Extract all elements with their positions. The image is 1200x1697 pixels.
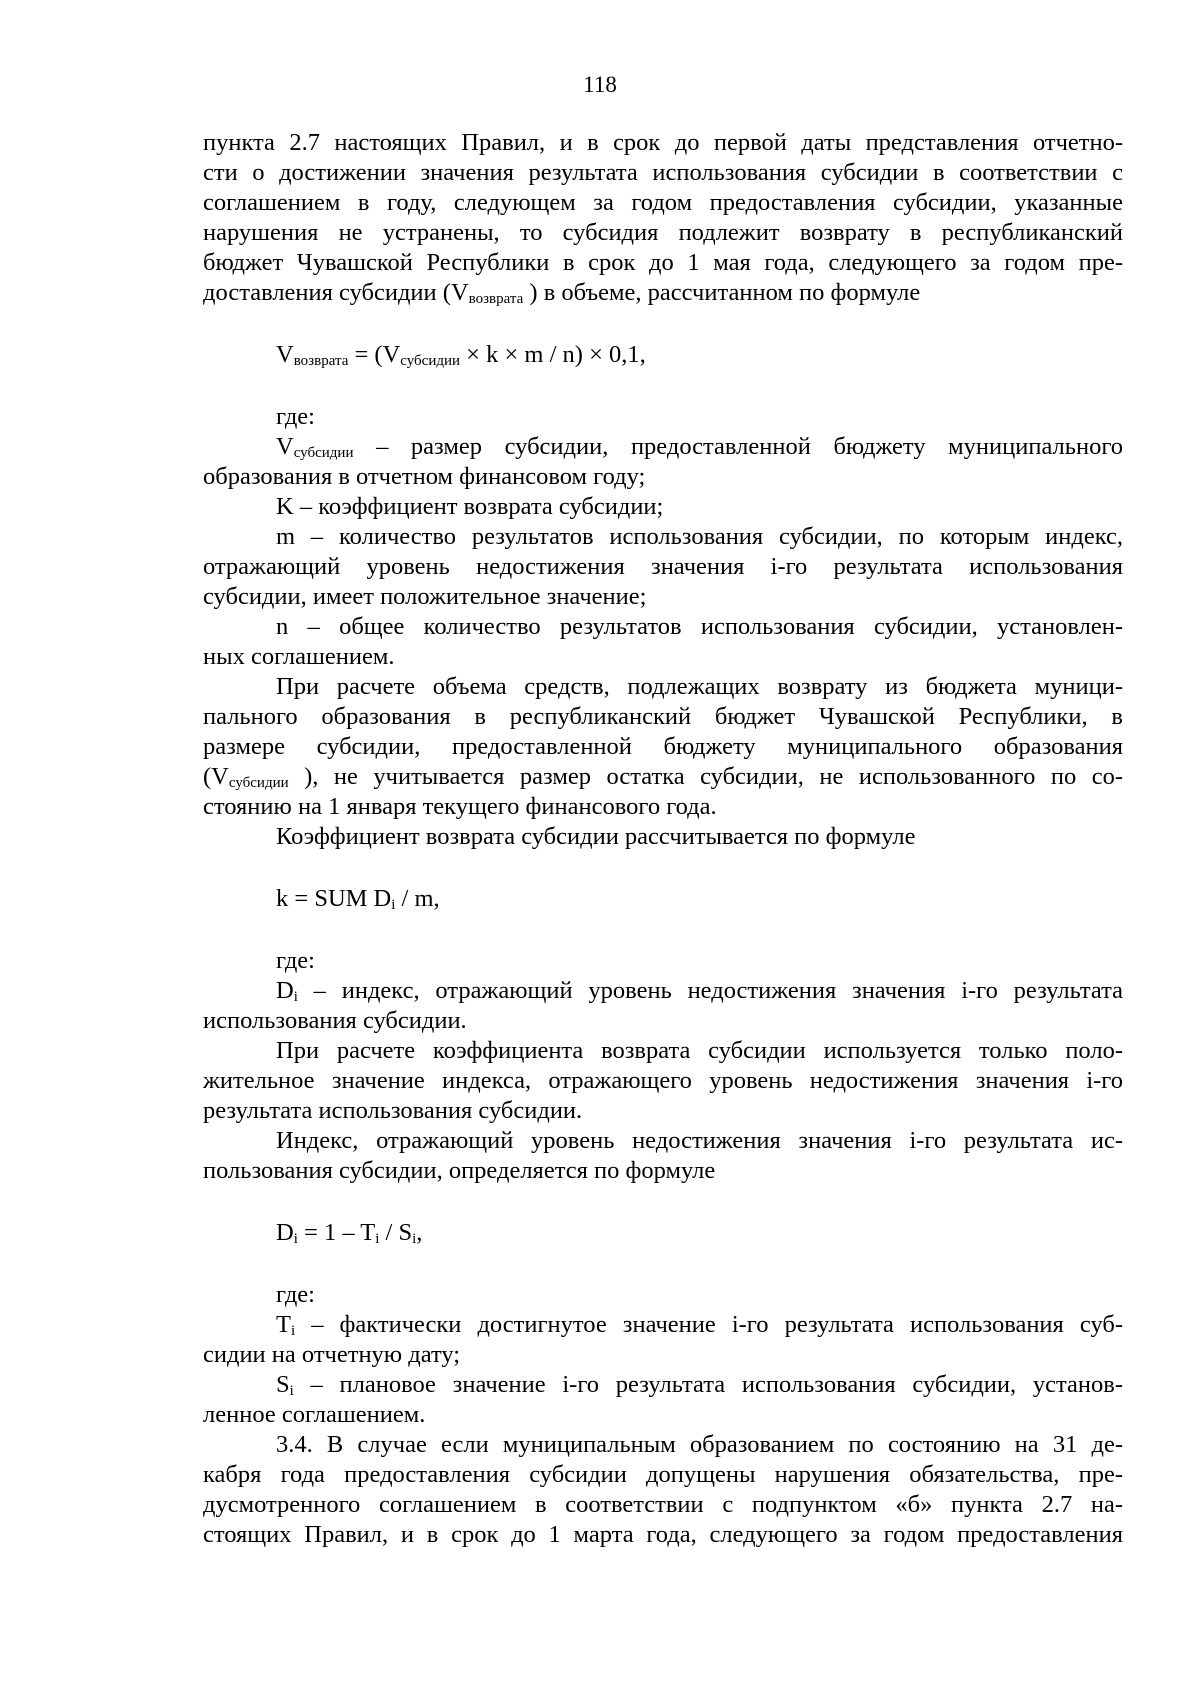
formula-part: / m, [395,885,440,912]
subscript: субсидии [228,775,289,791]
definition-di [203,976,1123,1006]
text-line: образования в отчетном финансовом году; [203,463,646,490]
definition-ti [203,1310,1123,1340]
text-fragment: – индекс, отражающий уровень недостижения значения i-го результата [297,977,1123,1004]
text-fragment: – размер субсидии, предоставленной бюджету муниципального [376,433,1124,460]
paragraph-3-4: 3.4. В случае если муниципальным образованием по состоянию на 31 де- [276,1431,1123,1458]
subscript: субсидии [293,445,354,461]
subscript: субсидии [400,353,461,369]
text-fragment: доставления субсидии (V [203,279,469,306]
text-line: кабря года предоставления субсидии допущены нарушения обязательства, пре- [203,1461,1123,1488]
text-line: соглашением в году, следующем за годом предоставления субсидии, указанные [203,189,1123,216]
text-line: ленное соглашением. [203,1401,426,1428]
paragraph-calc: При расчете объема средств, подлежащих возврату из бюджета муници- [276,673,1123,700]
formula-v-return [203,340,1123,370]
symbol: D [276,977,294,1004]
definition-si [203,1370,1123,1400]
definition-v-subsidy [203,432,1123,462]
formula-k [203,884,1123,914]
subscript: i [290,1323,296,1339]
page-number: 118 [583,72,617,97]
subscript: i [391,897,396,913]
text-line: стоящих Правил, и в срок до 1 марта года, следующего за годом предоставления [203,1521,1123,1548]
text-fragment: – плановое значение i-го результата использования субсидии, установ- [293,1371,1123,1398]
subscript: i [293,1231,298,1247]
subscript: возврата [468,291,524,307]
text-fragment: ) в объеме, рассчитанном по формуле [529,279,921,306]
formula-part: = 1 – T [297,1219,376,1246]
where-label: где: [276,947,315,974]
paragraph-positive: При расчете коэффициента возврата субсидии используется только поло- [276,1037,1123,1064]
symbol: S [276,1371,290,1398]
formula-part: k = SUM D [276,885,392,912]
text-line: размере субсидии, предоставленной бюджету муниципального образования [203,733,1123,760]
paragraph-coef: Коэффициент возврата субсидии рассчитывается по формуле [276,823,916,850]
text-line: субсидии, имеет положительное значение; [203,583,647,610]
formula-part: × k × m / n) × 0,1, [460,341,646,368]
text-fragment: – фактически достигнутое значение i-го результата использования суб- [295,1311,1123,1338]
text-fragment: (V [203,763,229,790]
formula-part: D [276,1219,294,1246]
formula-di [203,1218,1123,1248]
text-line: пального образования в республиканский бюджет Чувашской Республики, в [203,703,1123,730]
text-line: пользования субсидии, определяется по формуле [203,1157,716,1184]
definition-m: m – количество результатов использования субсидии, по которым индекс, [276,523,1123,550]
definition-k: K – коэффициент возврата субсидии; [276,493,664,520]
text-line: жительное значение индекса, отражающего уровень недостижения значения i-го [203,1067,1123,1094]
text-line [203,762,1123,792]
text-line: результата использования субсидии. [203,1097,583,1124]
text-line: ных соглашением. [203,643,395,670]
formula-part: = (V [348,341,401,368]
subscript: возврата [293,353,349,369]
paragraph-intro [203,128,1123,308]
text-line: сидии на отчетную дату; [203,1341,461,1368]
text-line: стоянию на 1 января текущего финансового года. [203,793,717,820]
text-line [203,278,1123,308]
formula-part: / S [379,1219,413,1246]
subscript: i [293,989,298,1005]
text-line: дусмотренного соглашением в соответствии с подпунктом «б» пункта 2.7 на- [203,1491,1123,1518]
text-line: нарушения не устранены, то субсидия подлежит возврату в республиканский [203,219,1123,246]
text-line: использования субсидии. [203,1007,467,1034]
subscript: i [289,1383,294,1399]
where-label: где: [276,403,315,430]
symbol: V [276,433,294,460]
text-line: пункта 2.7 настоящих Правил, и в срок до первой даты представления отчетно- [203,129,1123,156]
symbol: T [276,1311,291,1338]
formula-part: V [276,341,294,368]
text-line: отражающий уровень недостижения значения i-го результата использования [203,553,1123,580]
formula-part: , [416,1219,423,1246]
text-line: сти о достижении значения результата использования субсидии в соответствии с [203,159,1123,186]
paragraph-index: Индекс, отражающий уровень недостижения значения i-го результата ис- [276,1127,1123,1154]
text-fragment: ), не учитывается размер остатка субсидии, не использованного по со- [304,763,1123,790]
subscript: i [375,1231,380,1247]
subscript: i [412,1231,417,1247]
document-body [203,128,1123,1550]
definition-n: n – общее количество результатов использования субсидии, установлен- [276,613,1123,640]
text-line: бюджет Чувашской Республики в срок до 1 мая года, следующего за годом пре- [203,249,1123,276]
where-label: где: [276,1281,315,1308]
